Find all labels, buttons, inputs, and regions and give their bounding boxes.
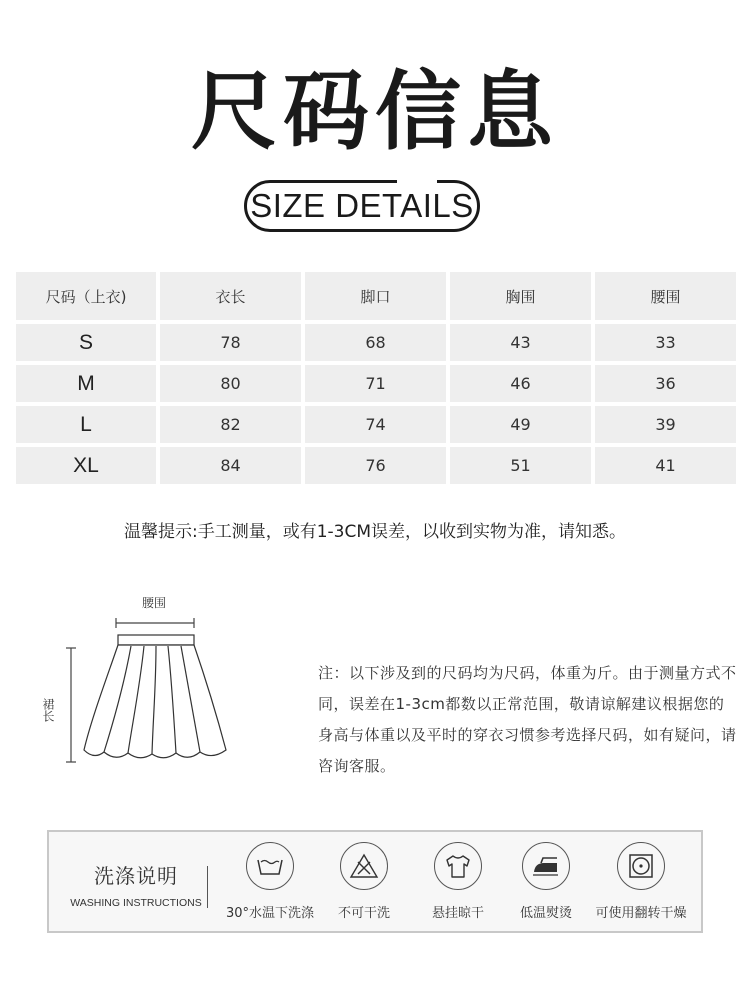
- washing-item-label: 悬挂晾干: [431, 906, 484, 921]
- low-iron-icon: [522, 842, 570, 890]
- value-cell: 78: [160, 324, 301, 361]
- header-cell-length: 衣长: [160, 272, 301, 320]
- size-cell: L: [16, 406, 156, 443]
- subtitle-text: SIZE DETAILS: [250, 187, 474, 224]
- wash-30-icon: [246, 842, 294, 890]
- value-cell: 80: [160, 365, 301, 402]
- washing-instructions-panel: [47, 830, 703, 933]
- skirt-diagram: [36, 590, 266, 780]
- value-cell: 84: [160, 447, 301, 484]
- value-cell: 41: [595, 447, 736, 484]
- value-cell: 74: [305, 406, 446, 443]
- size-cell: XL: [16, 447, 156, 484]
- hang-dry-icon: [434, 842, 482, 890]
- value-cell: 51: [450, 447, 591, 484]
- value-cell: 39: [595, 406, 736, 443]
- table-row: [16, 365, 736, 402]
- size-cell: S: [16, 324, 156, 361]
- header-cell-hem: 脚口: [305, 272, 446, 320]
- value-cell: 49: [450, 406, 591, 443]
- table-row: [16, 324, 736, 361]
- washing-divider: [207, 866, 208, 908]
- value-cell: 33: [595, 324, 736, 361]
- table-row: [16, 406, 736, 443]
- size-note: 注：以下涉及到的尺码均为尺码，体重为斤。由于测量方式不同，误差在1-3cm都数以正常范围，敬请谅解建议根据您的身高与体重以及平时的穿衣习惯参考选择尺码，如有疑问，请咨询客服。: [318, 664, 737, 775]
- washing-item: [316, 842, 412, 921]
- value-cell: 71: [305, 365, 446, 402]
- washing-item: [410, 842, 506, 921]
- value-cell: 43: [450, 324, 591, 361]
- skirt-outline: [84, 635, 226, 758]
- washing-item: [222, 842, 318, 921]
- value-cell: 36: [595, 365, 736, 402]
- value-cell: 46: [450, 365, 591, 402]
- tumble-dry-icon: [617, 842, 665, 890]
- header-cell-size: 尺码（上衣): [16, 272, 156, 320]
- size-table: [16, 272, 736, 484]
- subtitle-badge: [244, 180, 480, 232]
- table-header-row: [16, 272, 736, 320]
- washing-item: [498, 842, 594, 921]
- size-cell: M: [16, 365, 156, 402]
- value-cell: 76: [305, 447, 446, 484]
- washing-item-label: 低温熨烫: [519, 906, 572, 921]
- header-cell-waist: 腰围: [595, 272, 736, 320]
- value-cell: 68: [305, 324, 446, 361]
- washing-title-en: WASHING INSTRUCTIONS: [70, 897, 202, 909]
- table-row: [16, 447, 736, 484]
- measurement-tip: 温馨提示:手工测量，或有1-3CM误差，以收到实物为准，请知悉。: [123, 522, 627, 542]
- header-cell-chest: 胸围: [450, 272, 591, 320]
- pill-notch: [397, 177, 437, 185]
- washing-title: [61, 860, 211, 909]
- washing-item-label: 不可干洗: [337, 906, 390, 921]
- waist-label: 腰围: [141, 596, 167, 610]
- washing-item-label: 可使用翻转干燥: [595, 906, 687, 921]
- length-label: 裙长: [41, 698, 55, 722]
- no-dry-clean-icon: [340, 842, 388, 890]
- washing-title-zh: 洗涤说明: [94, 864, 178, 888]
- washing-item-label: 30°水温下洗涤: [225, 906, 315, 921]
- page-title: 尺码信息: [191, 62, 559, 162]
- value-cell: 82: [160, 406, 301, 443]
- washing-item: [593, 842, 689, 921]
